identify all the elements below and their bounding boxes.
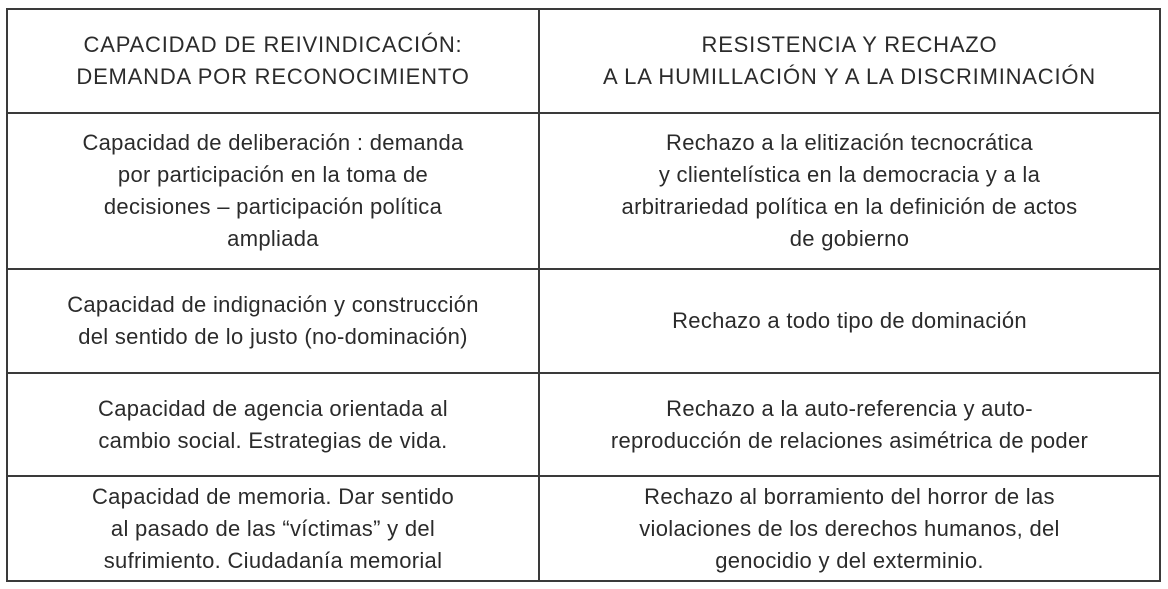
- table-row: [7, 476, 1160, 581]
- table-cell-capacity: [7, 113, 539, 269]
- cell-line: Capacidad de deliberación : demanda: [82, 130, 464, 155]
- header-row: [7, 9, 1160, 113]
- cell-line: Rechazo a la auto-referencia y auto-: [666, 395, 1033, 421]
- cell-line: del sentido de lo justo (no-dominación): [78, 324, 468, 349]
- cell-line: arbitrariedad política en la definición de actos: [621, 194, 1078, 219]
- cell-line: genocidio y del exterminio.: [715, 547, 984, 573]
- cell-line: violaciones de los derechos humanos, del: [639, 515, 1060, 541]
- table-cell-rejection: [539, 373, 1160, 476]
- header-cell-reivindicacion: [7, 9, 539, 113]
- table-row: [7, 113, 1160, 269]
- cell-line: sufrimiento. Ciudadanía memorial: [103, 547, 443, 573]
- cell-line: ampliada: [227, 226, 319, 251]
- table-cell-rejection: [539, 113, 1160, 269]
- cell-line: Capacidad de agencia orientada al: [98, 395, 448, 421]
- header-line: DEMANDA POR RECONOCIMIENTO: [76, 64, 470, 89]
- cell-line: Capacidad de indignación y construcción: [67, 292, 479, 317]
- cell-line: y clientelística en la democracia y a la: [658, 162, 1041, 187]
- cell-line: reproducción de relaciones asimétrica de poder: [610, 427, 1089, 453]
- header-line: CAPACIDAD DE REIVINDICACIÓN:: [83, 32, 463, 57]
- table-cell-rejection: [539, 476, 1160, 581]
- cell-line: al pasado de las “víctimas” y del: [110, 515, 436, 541]
- cell-line: cambio social. Estrategias de vida.: [98, 427, 448, 453]
- cell-line: de gobierno: [789, 226, 910, 251]
- cell-line: Rechazo a la elitización tecnocrática: [666, 130, 1033, 155]
- table-cell-rejection: [539, 269, 1160, 373]
- header-cell-resistencia: [539, 9, 1160, 113]
- cell-line: por participación en la toma de: [117, 162, 429, 187]
- comparison-table: [6, 8, 1161, 582]
- table-row: [7, 373, 1160, 476]
- cell-line: Capacidad de memoria. Dar sentido: [91, 483, 455, 509]
- table-cell-capacity: [7, 269, 539, 373]
- table-cell-capacity: [7, 373, 539, 476]
- header-line: RESISTENCIA Y RECHAZO: [701, 32, 998, 57]
- header-line: A LA HUMILLACIÓN Y A LA DISCRIMINACIÓN: [603, 64, 1096, 89]
- cell-line: Rechazo al borramiento del horror de las: [644, 483, 1055, 509]
- cell-line: Rechazo a todo tipo de dominación: [672, 308, 1027, 333]
- cell-line: decisiones – participación política: [103, 194, 443, 219]
- table-cell-capacity: [7, 476, 539, 581]
- table-row: [7, 269, 1160, 373]
